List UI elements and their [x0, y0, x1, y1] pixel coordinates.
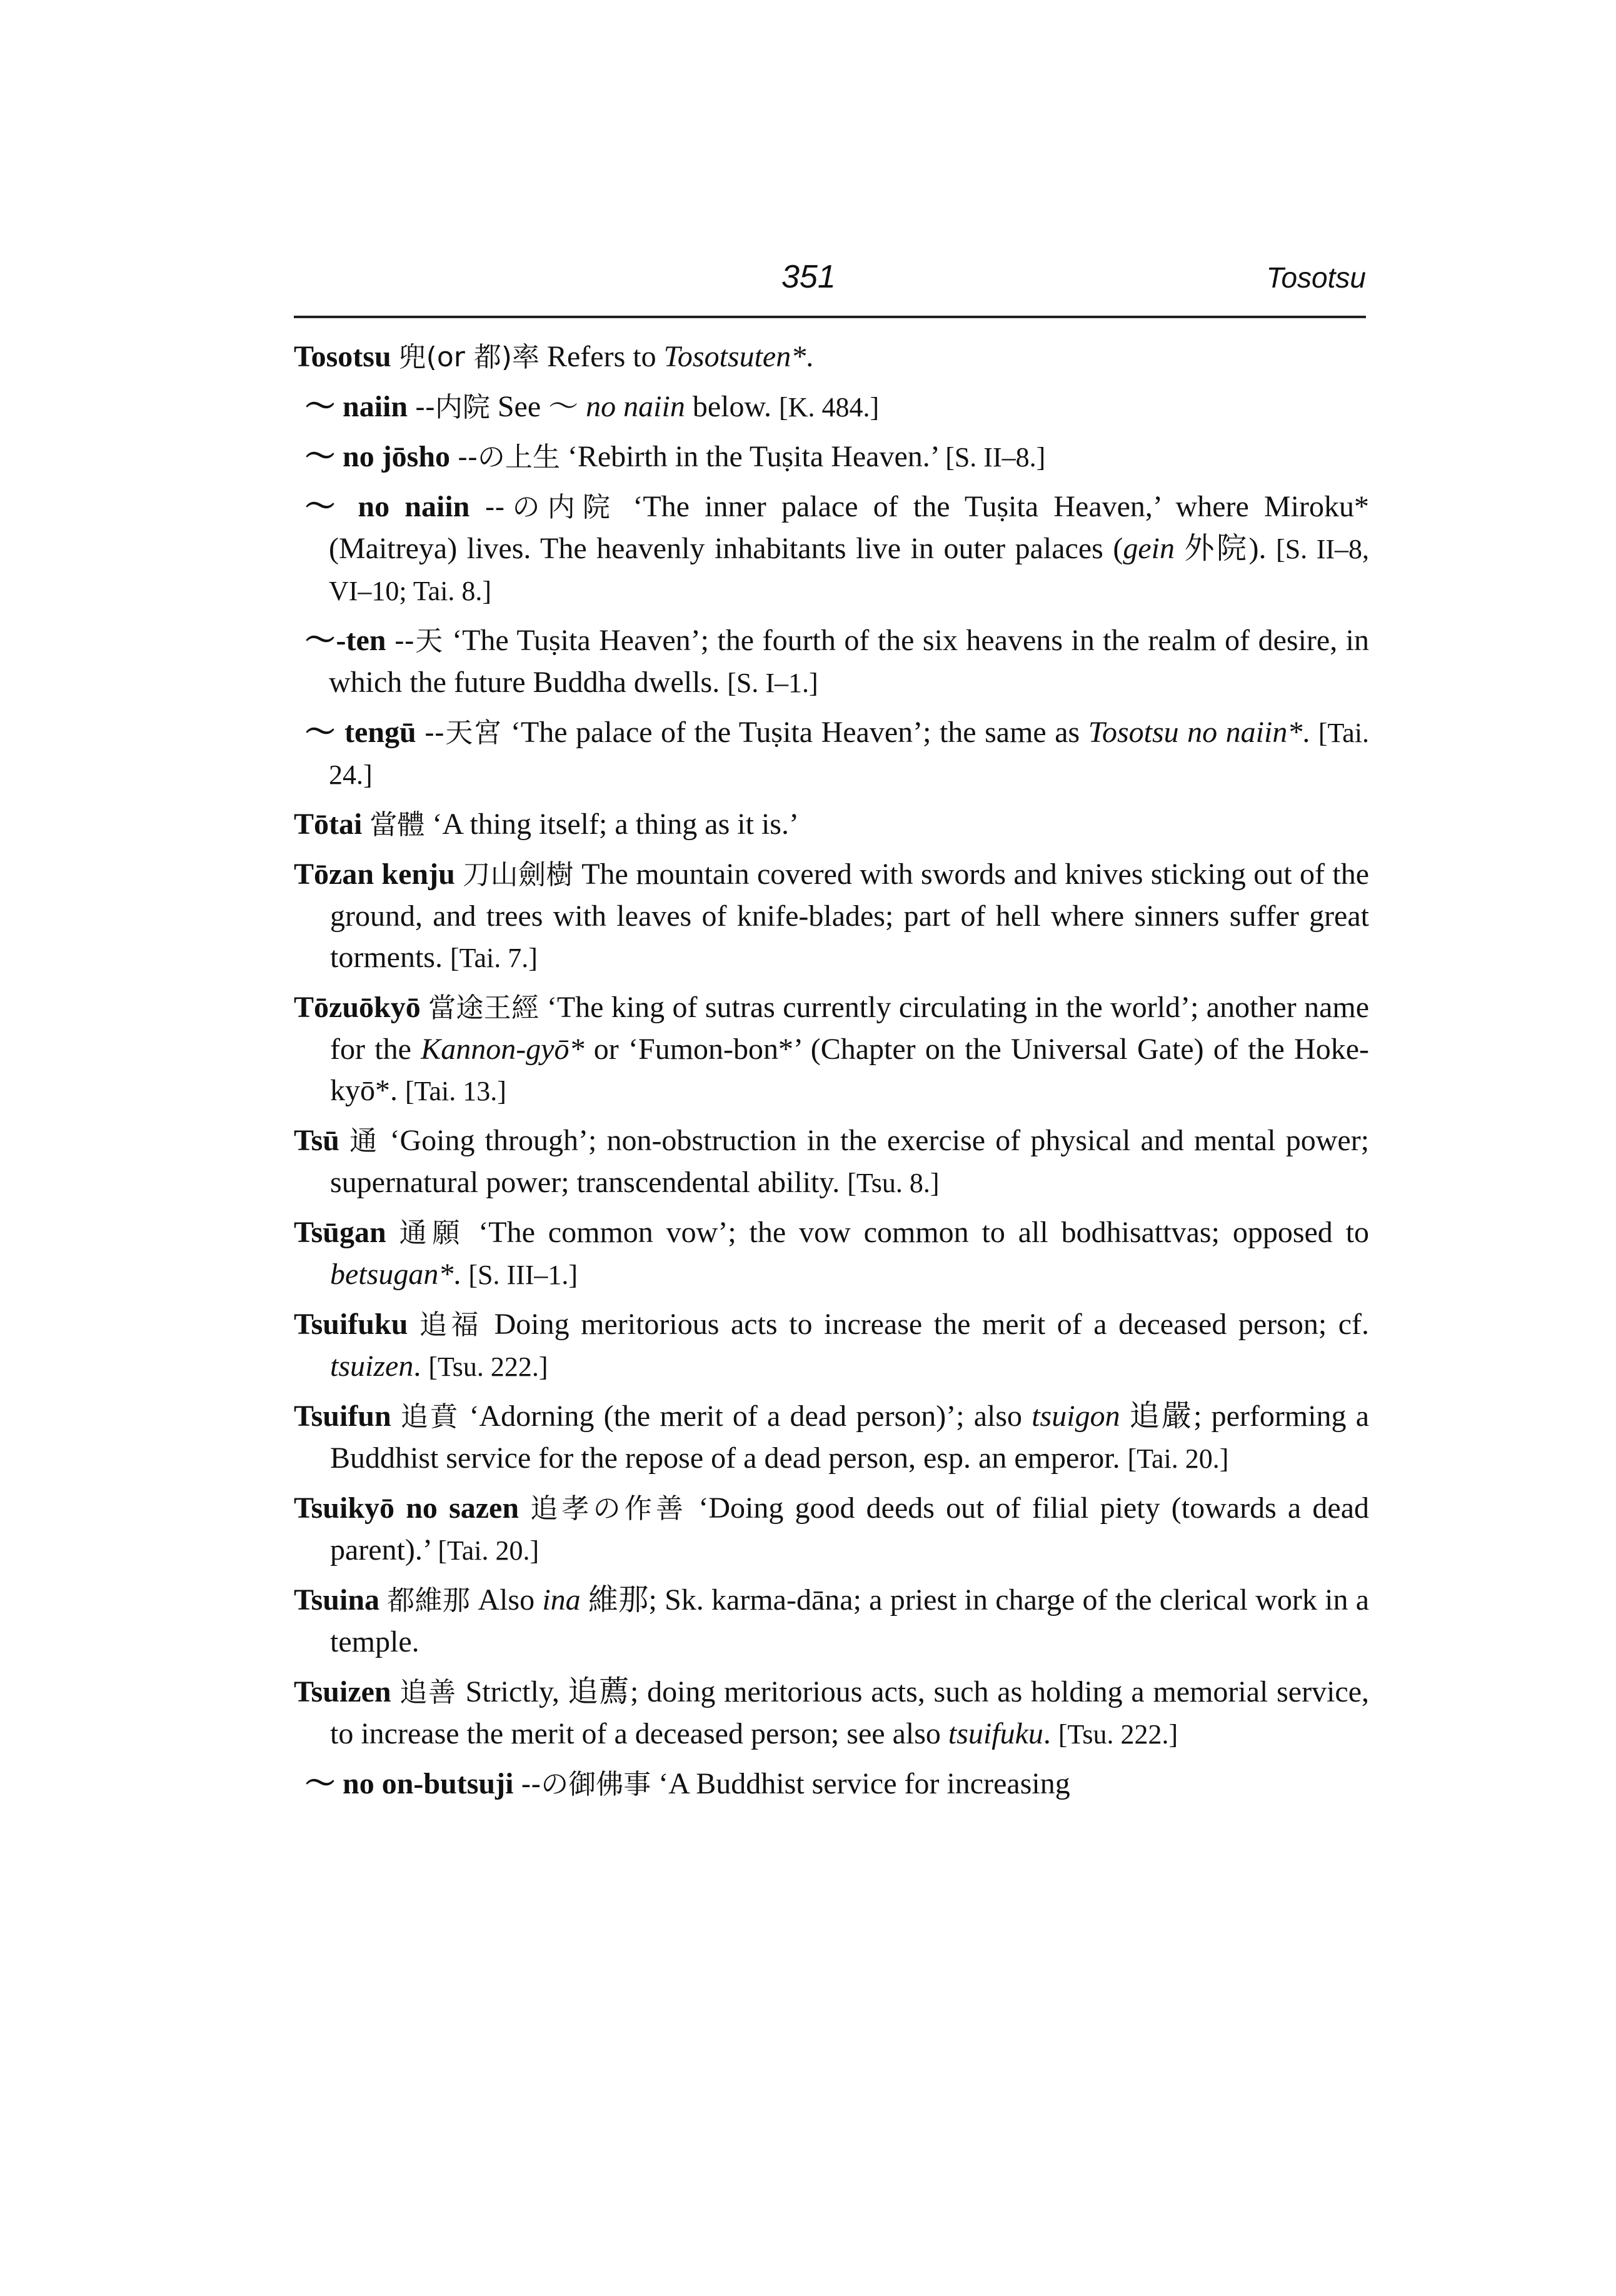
entry-tsuina: Tsuina 都維那 Also ina 維那; Sk. karma-dāna; a priest in charge of the clerical work in a temple. [294, 1583, 1370, 1658]
entry-tsuifuku: Tsuifuku 追福 Doing meritorious acts to increase the merit of a deceased person; cf. tsuizen. [Tsu. 222.] [294, 1308, 1370, 1383]
entry-tsu: Tsū 通 ‘Going through’; non-obstruction in the exercise of physical and mental power; supernatural power; transcendental ability. [Tsu. 8.] [294, 1124, 1370, 1199]
page-header [294, 253, 1366, 318]
entry-tosotsu-no-naiin: ～ no naiin --の内院 ‘The inner palace of the Tuṣita Heaven,’ where Miroku* (Maitreya) lives. The heavenly inhabitants live in outer palaces (gein 外院). [S. II–8, VI–10; Tai. 8.] [305, 490, 1370, 606]
entry-tosotsu-no-josho: ～ no jōsho --の上生 ‘Rebirth in the Tuṣita Heaven.’ [S. II–8.] [305, 440, 1046, 473]
entry-tsuizen-no-on-butsuji: ～ no on-butsuji --の御佛事 ‘A Buddhist service for increasing [305, 1767, 1070, 1800]
page-number: 351 [781, 259, 836, 295]
entry-tozuokyo: Tōzuōkyō 當途王經 ‘The king of sutras currently circulating in the world’; another name for the Kannon-gyō* or ‘Fumon-bon*’ (Chapter on the Universal Gate) of the Hoke-kyō*. [Tai. 13.] [294, 991, 1370, 1107]
dictionary-entries [294, 336, 1369, 1813]
entry-tosotsu-tengu: ～ tengū --天宮 ‘The palace of the Tuṣita Heaven’; the same as Tosotsu no naiin*. [Tai. 24.] [305, 716, 1370, 790]
entry-tsuifun: Tsuifun 追賁 ‘Adorning (the merit of a dead person)’; also tsuigon 追嚴; performing a Buddhist service for the repose of a dead person, esp. an emperor. [Tai. 20.] [294, 1400, 1370, 1475]
entry-tosotsu-naiin: ～ naiin --内院 See ～ no naiin below. [K. 484.] [305, 390, 880, 423]
entry-tsugan: Tsūgan 通願 ‘The common vow’; the vow common to all bodhisattvas; opposed to betsugan*. [S. III–1.] [294, 1216, 1370, 1291]
entry-tsuizen: Tsuizen 追善 Strictly, 追薦; doing meritorious acts, such as holding a memorial service, to increase the merit of a deceased person; see also tsuifuku. [Tsu. 222.] [294, 1675, 1370, 1750]
entry-tozan-kenju: Tōzan kenju 刀山劍樹 The mountain covered with swords and knives sticking out of the ground, and trees with leaves of knife-blades; part of hell where sinners suffer great torments. [Tai. 7.] [294, 858, 1370, 974]
entry-tosotsu: Tosotsu 兜(or 都)率 Refers to Tosotsuten*. [294, 340, 814, 373]
entry-tsuikyo-no-sazen: Tsuikyō no sazen 追孝の作善 ‘Doing good deeds out of filial piety (towards a dead parent).’ [Tai. 20.] [294, 1491, 1370, 1567]
entry-tosotsu-ten: ～-ten --天 ‘The Tuṣita Heaven’; the fourth of the six heavens in the realm of desire, in which the future Buddha dwells. [S. I–1.] [305, 624, 1370, 699]
entry-totai: Tōtai 當體 ‘A thing itself; a thing as it is.’ [294, 808, 799, 841]
running-head: Tosotsu [1266, 261, 1366, 294]
